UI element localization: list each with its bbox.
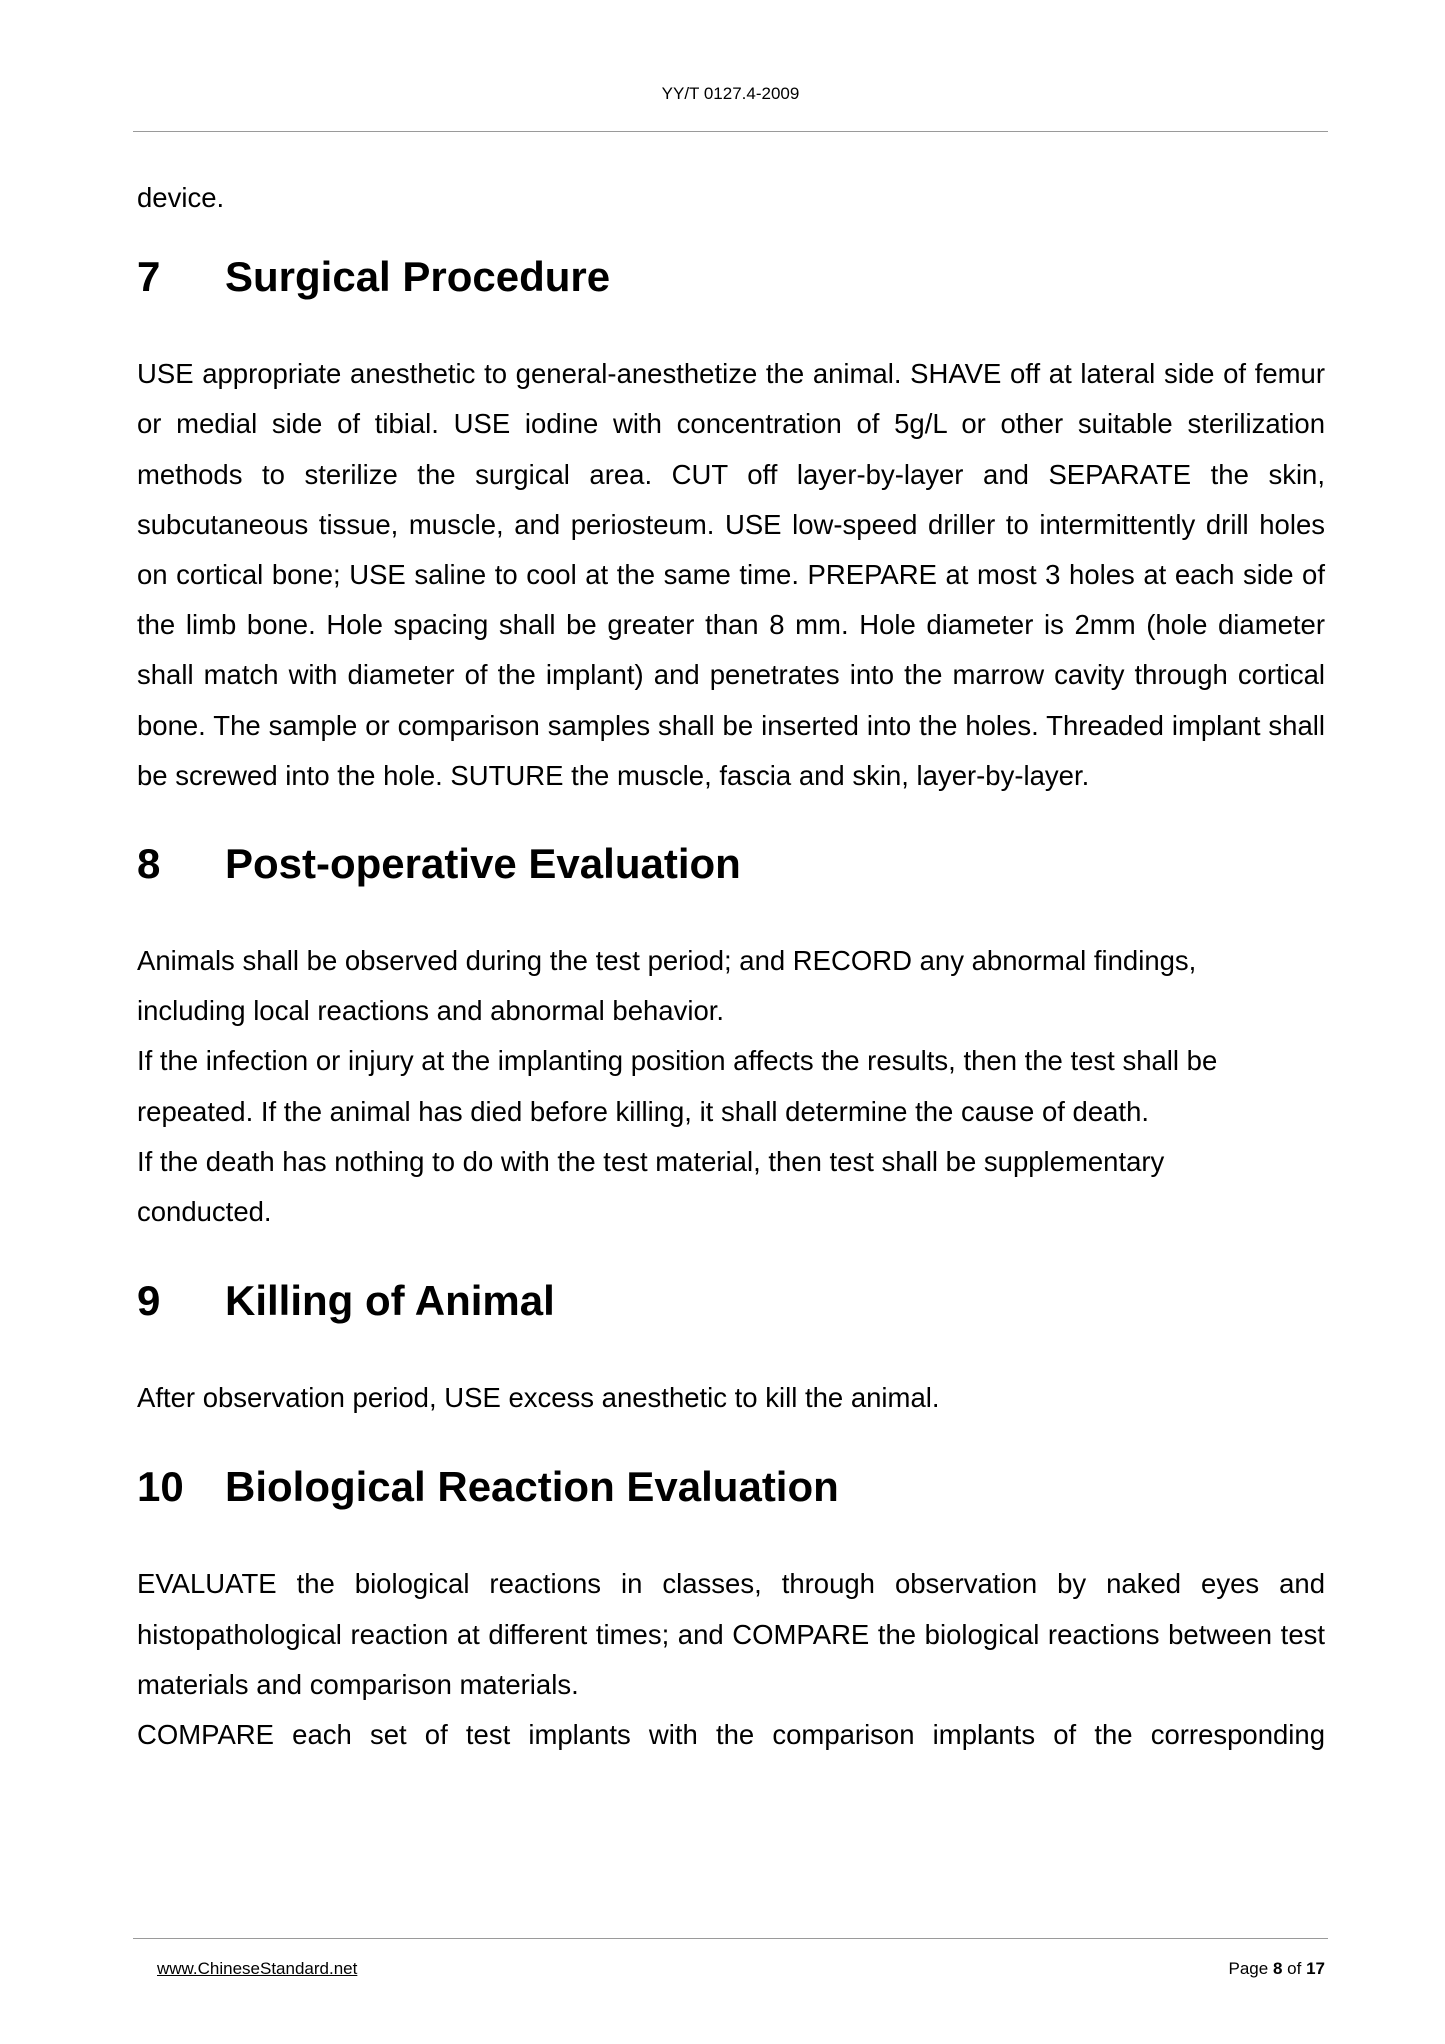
website-link[interactable]: www.ChineseStandard.net bbox=[157, 1959, 358, 1978]
page-footer bbox=[157, 1958, 1325, 1980]
section-9-heading bbox=[137, 1273, 1325, 1329]
section-8-heading bbox=[137, 836, 1325, 892]
page-total: 17 bbox=[1306, 1959, 1325, 1978]
section-8-paragraph-3: If the death has nothing to do with the test material, then test shall be supplementary conducted. bbox=[137, 1145, 1165, 1228]
header-divider bbox=[133, 131, 1328, 132]
page-prefix: Page bbox=[1228, 1959, 1269, 1978]
continued-text: device. bbox=[137, 182, 225, 213]
section-number: 8 bbox=[137, 840, 161, 888]
section-number: 9 bbox=[137, 1277, 161, 1325]
section-8-paragraph-2: If the infection or injury at the implanting position affects the results, then the test shall be repeated. If the animal has died before killing, it shall determine the cause of death. bbox=[137, 1045, 1218, 1127]
section-10-paragraph-1: EVALUATE the biological reactions in classes, through observation by naked eyes and histopathological reaction at different times; and COMPARE the biological reactions between test materials and comparison materials. bbox=[137, 1568, 1325, 1700]
section-10-paragraph-2: COMPARE each set of test implants with the comparison implants of the corresponding bbox=[137, 1719, 1325, 1751]
section-9-paragraph: After observation period, USE excess anesthetic to kill the animal. bbox=[137, 1382, 940, 1414]
footer-divider bbox=[133, 1938, 1328, 1939]
page-indicator bbox=[1229, 1958, 1325, 1980]
section-8-paragraph-1: Animals shall be observed during the test period; and RECORD any abnormal findings, including local reactions and abnormal behavior. bbox=[137, 945, 1197, 1027]
section-title: Surgical Procedure bbox=[225, 253, 611, 301]
section-number: 7 bbox=[137, 253, 161, 301]
section-7-heading bbox=[137, 249, 1325, 305]
section-number: 10 bbox=[137, 1463, 184, 1511]
section-title: Post-operative Evaluation bbox=[225, 840, 741, 888]
section-title: Biological Reaction Evaluation bbox=[225, 1463, 839, 1511]
page-current: 8 bbox=[1272, 1959, 1283, 1978]
page-of: of bbox=[1287, 1959, 1302, 1978]
section-title: Killing of Animal bbox=[225, 1277, 555, 1325]
section-7-paragraph: USE appropriate anesthetic to general-anesthetize the animal. SHAVE off at lateral side of femur or medial side of tibial. USE iodine with concentration of 5g/L or other suitable sterilization methods to sterilize the surgical area. CUT off layer-by-layer and SEPARATE the skin, subcutaneous tissue, muscle, and periosteum. USE low-speed driller to intermittently drill holes on cortical bone; USE saline to cool at the same time. PREPARE at most 3 holes at each side of the limb bone. Hole spacing shall be greater than 8 mm. Hole diameter is 2mm (hole diameter shall match with diameter of the implant) and penetrates into the marrow cavity through cortical bone. The sample or comparison samples shall be inserted into the holes. Threaded implant shall be screwed into the hole. SUTURE the muscle, fascia and skin, layer-by-layer. bbox=[137, 358, 1325, 791]
document-code: YY/T 0127.4-2009 bbox=[661, 84, 800, 103]
page-header bbox=[133, 84, 1328, 104]
page-content bbox=[137, 173, 1325, 1760]
section-10-heading bbox=[137, 1459, 1325, 1515]
